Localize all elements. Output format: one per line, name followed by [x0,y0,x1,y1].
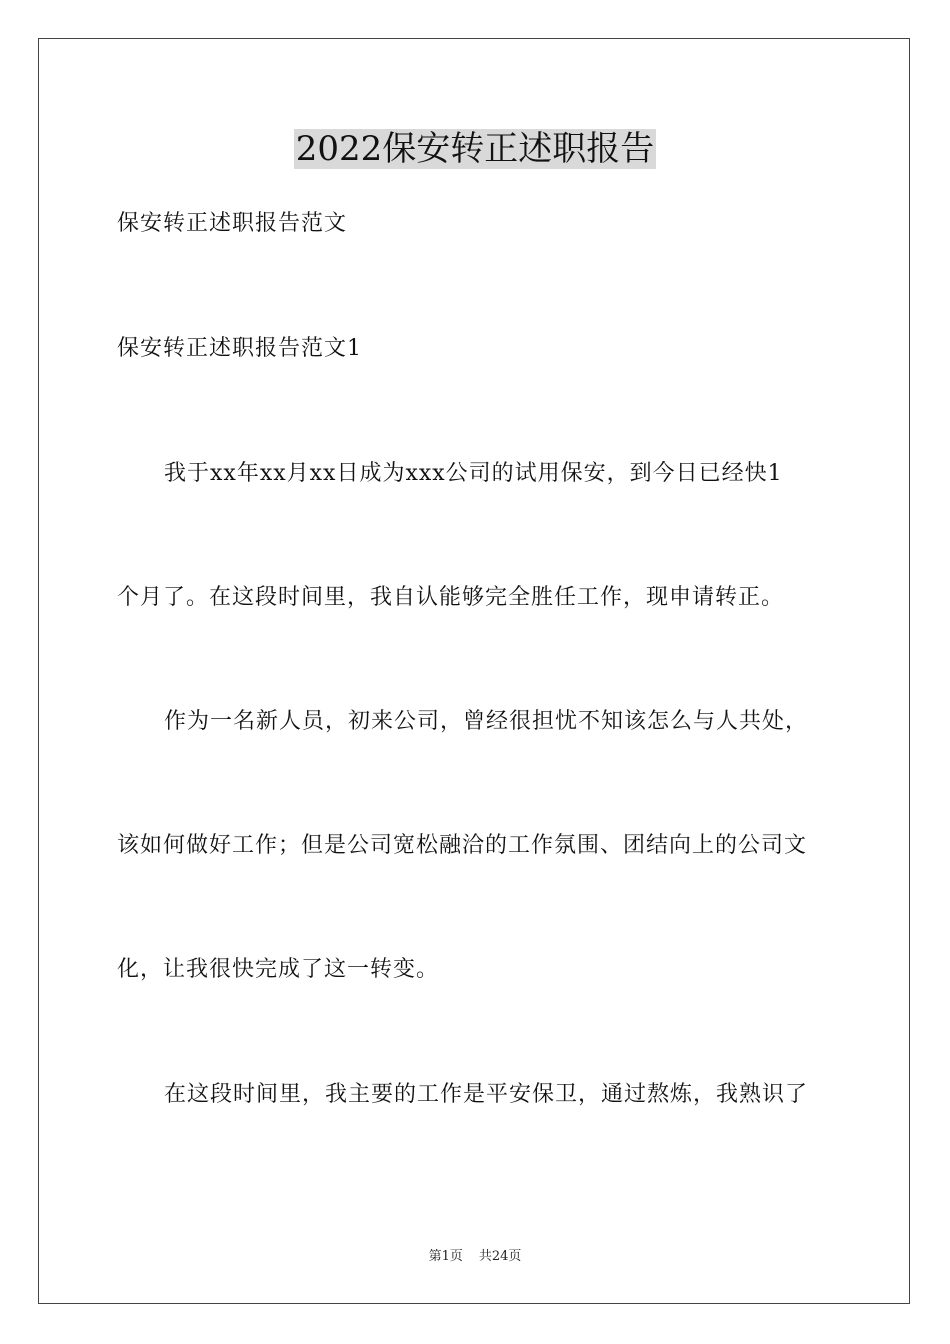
paragraph-line: 我于xx年xx月xx日成为xxx公司的试用保安，到今日已经快1 [164,461,783,486]
paragraph-line: 该如何做好工作；但是公司宽松融洽的工作氛围、团结向上的公司文 [117,833,808,858]
page-footer [0,1248,950,1266]
paragraph-line: 在这段时间里，我主要的工作是平安保卫，通过熬炼，我熟识了 [164,1082,809,1107]
paragraph-line: 个月了。在这段时间里，我自认能够完全胜任工作，现申请转正。 [117,585,785,610]
paragraph-line: 作为一名新人员，初来公司，曾经很担忧不知该怎么与人共处， [164,709,809,734]
document-title [0,124,950,174]
document-title-text: 2022保安转正述职报告 [295,129,655,169]
total-pages: 共24页 [478,1249,522,1264]
section-heading: 保安转正述职报告范文1 [117,336,362,361]
subtitle-line: 保安转正述职报告范文 [117,211,348,236]
page-number: 第1页 [428,1249,463,1264]
paragraph-line: 化，让我很快完成了这一转变。 [117,957,440,982]
